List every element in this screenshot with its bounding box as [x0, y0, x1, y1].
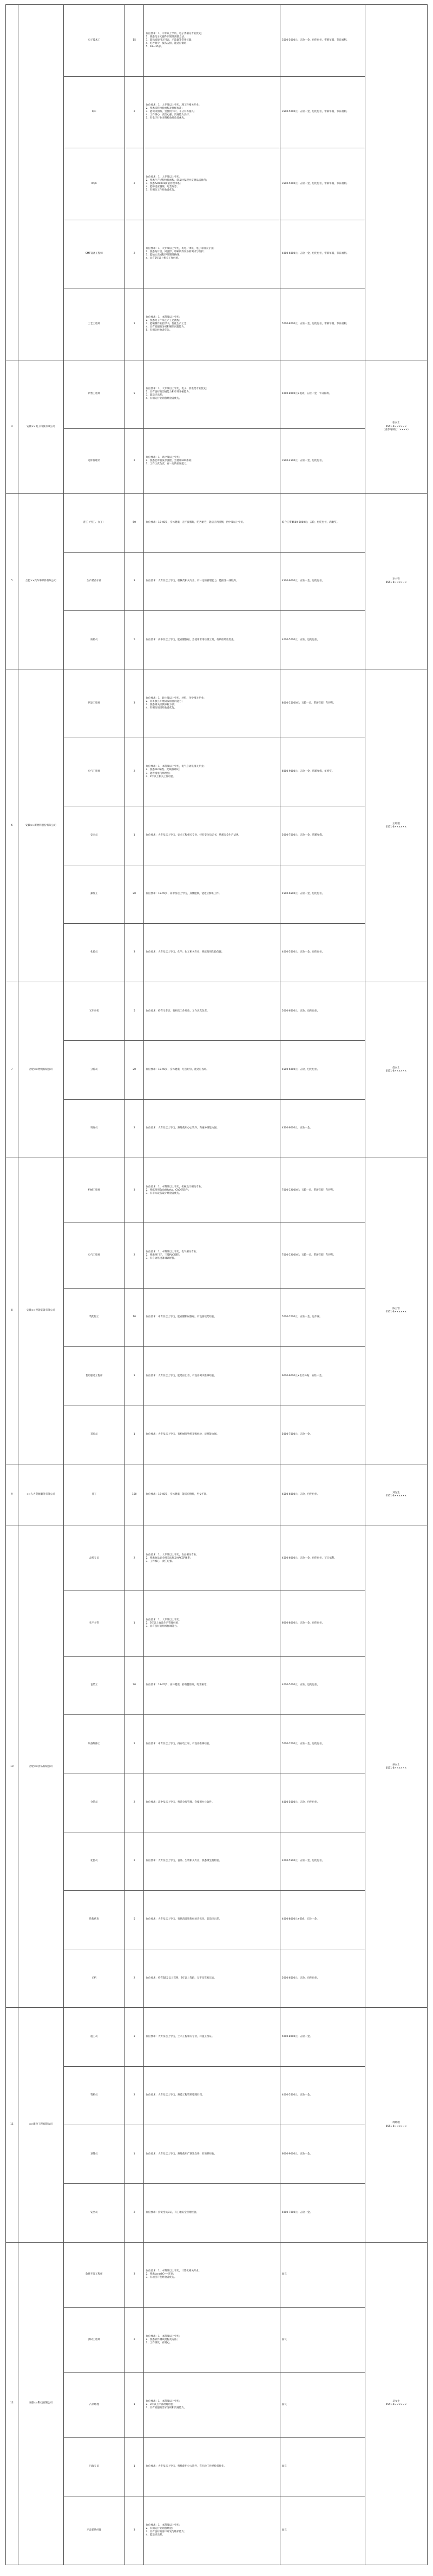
requirement-cell: 岗位要求：大专及以上学历，熟练使用办公软件，有行政工作经验者优先。 — [144, 2437, 280, 2496]
serial-number-cell: 4 — [6, 360, 18, 494]
headcount-cell: 3 — [124, 552, 144, 610]
salary-benefits-cell: 3500-5000元；五险一金，包吃包住，带薪年假，节日福利。 — [280, 5, 365, 77]
position-cell: 生产主管 — [63, 1591, 124, 1656]
requirement-cell: 岗位要求：18-45岁，高中及以上学历，身体健康，能适应倒班工作。 — [144, 865, 280, 923]
position-cell: 软件开发工程师 — [63, 2242, 124, 2307]
table-row — [6, 76, 428, 148]
position-cell: 仓管员 — [63, 1773, 124, 1832]
requirement-cell: 岗位要求：18-45岁，身体健康，无不良嗜好，吃苦耐劳，能适应两班倒，初中及以上学历。 — [144, 494, 280, 552]
headcount-cell: 5 — [124, 982, 144, 1041]
company-name-cell: 安徽××科技有限公司 — [18, 2242, 64, 2565]
company-name-cell — [18, 5, 64, 360]
headcount-cell: 2 — [124, 76, 144, 148]
salary-benefits-cell: 7000-12000元；五险一金，带薪年假，年终奖。 — [280, 1158, 365, 1223]
contact-cell: 张女士 0551-6×××××× （请咨询网址：××××） — [365, 360, 427, 494]
contact-cell: 孙女士 0551-6×××××× — [365, 1526, 427, 2008]
salary-benefits-cell: 6000-9000元；五险一金。 — [280, 2125, 365, 2184]
headcount-cell: 3 — [124, 923, 144, 982]
table-row — [6, 1288, 428, 1346]
requirement-cell: 岗位要求：大专及以上学历，化学、化工相关专业，熟练使用化验仪器。 — [144, 923, 280, 982]
salary-benefits-cell: 5000-7000元；五险一金。 — [280, 2184, 365, 2242]
headcount-cell: 2 — [124, 1223, 144, 1288]
position-cell: 叉车司机 — [63, 982, 124, 1041]
salary-benefits-cell: 面议 — [280, 2307, 365, 2372]
salary-benefits-cell: 4000-6000元；五险一金，包吃包住，带薪年假，节日福利。 — [280, 220, 365, 288]
headcount-cell: 1 — [124, 1591, 144, 1656]
contact-cell: 吴女士 0551-6×××××× — [365, 2242, 427, 2565]
salary-benefits-cell: 5000-8000元；五险一金，包吃包住，带薪年假，节日福利。 — [280, 288, 365, 360]
salary-benefits-cell: 6000-9000元+出差补贴；五险一金。 — [280, 1347, 365, 1405]
table-row — [6, 2496, 428, 2565]
salary-benefits-cell: 3500-5000元；五险一金，包吃包住，带薪年假，节日福利。 — [280, 148, 365, 220]
salary-benefits-cell: 4500-6000元；五险，包吃包住。 — [280, 1464, 365, 1526]
requirement-cell: 岗位要求：大专及以上学历，有机械类物料采购经验，谈判能力强。 — [144, 1405, 280, 1464]
headcount-cell: 10 — [124, 1288, 144, 1346]
headcount-cell: 3 — [124, 2496, 144, 2565]
salary-benefits-cell: 3500-5000元；五险一金，包吃包住，带薪年假，节日福利。 — [280, 76, 365, 148]
table-row — [6, 2437, 428, 2496]
serial-number-cell: 6 — [6, 669, 18, 982]
position-cell: 电子技术工 — [63, 5, 124, 77]
requirement-cell: 岗位要求：1、本科及以上学历，机械设计相关专业； 2、熟练使用SolidWorks、CAD等软件； 3、有非标设备设计经验者优先。 — [144, 1158, 280, 1223]
requirement-cell: 岗位要求：1、本科及以上学历； 2、熟悉软件测试流程及方法； 3、工作细致，有耐心。 — [144, 2307, 280, 2372]
contact-cell: 王经理 0551-6×××××× — [365, 669, 427, 982]
headcount-cell: 2 — [124, 2066, 144, 2125]
salary-benefits-cell: 4000-5000元；五险，包吃包住。 — [280, 611, 365, 669]
salary-benefits-cell: 3500-4500元；五险一金，包吃包住。 — [280, 429, 365, 494]
table-row — [6, 1347, 428, 1405]
salary-benefits-cell: 综合工资4500-6000元；五险，包吃包住，满勤奖。 — [280, 494, 365, 552]
position-cell: 研发工程师 — [63, 669, 124, 738]
headcount-cell: 100 — [124, 1464, 144, 1526]
headcount-cell: 2 — [124, 2184, 144, 2242]
requirement-cell: 岗位要求：1、中专以上学历，电子类相关专业优先； 2、熟悉电子元器件识别及测量方法； 3、能熟练使用万用表、示波器等常用仪器； 4、吃苦耐劳，服从安排，能适应倒班； 5、18—35岁。 — [144, 5, 280, 77]
position-cell: 安全员 — [63, 2184, 124, 2242]
serial-number-cell: 10 — [6, 1526, 18, 2008]
position-cell: 销售工程师 — [63, 360, 124, 428]
table-row — [6, 1464, 428, 1526]
salary-benefits-cell: 4000-5000元；五险，包吃包住。 — [280, 1656, 365, 1714]
table-row — [6, 923, 428, 982]
headcount-cell: 2 — [124, 1099, 144, 1158]
position-cell: 化验员 — [63, 1832, 124, 1890]
headcount-cell: 2 — [124, 1526, 144, 1591]
company-name-cell: ××人力资源服务有限公司 — [18, 1464, 64, 1526]
position-cell: 电气工程师 — [63, 1223, 124, 1288]
requirement-cell: 岗位要求：1、大专及以上学历，食品相关专业； 2、熟悉食品安全相关法规及HACCP体系； 3、工作细心，责任心强。 — [144, 1526, 280, 1591]
requirement-cell: 岗位要求：1、本科及以上学历； 2、3年以上产品经理经验； 3、具有较强的需求分析和沟通能力。 — [144, 2373, 280, 2437]
requirement-cell: 岗位要求：18-45岁，身体健康，能适应倒班，男女不限。 — [144, 1464, 280, 1526]
requirement-cell: 岗位要求：18-45岁，身体健康，吃苦耐劳，能适应夜班。 — [144, 1041, 280, 1099]
requirement-cell: 岗位要求：中专及以上学历，持有电工证，有设备维修经验。 — [144, 1715, 280, 1773]
table-row — [6, 1773, 428, 1832]
salary-benefits-cell: 4000-5000元；五险，包吃包住。 — [280, 1773, 365, 1832]
salary-benefits-cell: 5000-8000元；五险一金。 — [280, 2008, 365, 2066]
contact-cell — [365, 5, 427, 360]
salary-benefits-cell: 4500-6000元；五险，包吃包住。 — [280, 1041, 365, 1099]
position-cell: 司机 — [63, 1949, 124, 2008]
salary-benefits-cell: 5000-7000元；五险一金，包吃包住。 — [280, 1715, 365, 1773]
table-row — [6, 288, 428, 360]
headcount-cell: 2 — [124, 2307, 144, 2372]
company-name-cell: 安徽××电子科技有限公司 — [18, 360, 64, 494]
position-cell: 工艺工程师 — [63, 288, 124, 360]
salary-benefits-cell: 7000-12000元；五险一金，带薪年假，年终奖。 — [280, 1223, 365, 1288]
salary-benefits-cell: 5000-7000元；五险一金，带薪年假。 — [280, 806, 365, 865]
table-row — [6, 429, 428, 494]
table-row — [6, 220, 428, 288]
table-row — [6, 2008, 428, 2066]
table-row — [6, 148, 428, 220]
table-row — [6, 1223, 428, 1288]
serial-number-cell: 12 — [6, 2242, 18, 2565]
headcount-cell: 1 — [124, 806, 144, 865]
table-row — [6, 5, 428, 77]
requirement-cell: 岗位要求：高中及以上学历，能看懂图纸，会使用常用检测工具，有质检经验优先。 — [144, 611, 280, 669]
table-row — [6, 982, 428, 1041]
requirement-cell: 岗位要求：大专及以上学历，有快消品销售经验者优先，能适应出差。 — [144, 1890, 280, 1949]
salary-benefits-cell: 6000-9000元；五险一金，带薪年假，年终奖。 — [280, 738, 365, 806]
position-cell: 操作工 — [63, 865, 124, 923]
position-cell: 销售代表 — [63, 1890, 124, 1949]
requirement-cell: 岗位要求：大专及以上学历，熟练使用办公软件，沟通协调能力强。 — [144, 1099, 280, 1158]
requirement-cell: 岗位要求：1、大专及以上学历； 2、熟悉生产过程检验流程，能及时发现并反馈品质异常； 3、熟悉ISO9001质量管理体系； 4、能够适应倒班，吃苦耐劳； 5、有相关工作经验者优先。 — [144, 148, 280, 220]
table-row — [6, 552, 428, 610]
requirement-cell: 岗位要求：1、大专及以上学历，电子、机电类专业优先； 2、具有良好的沟通能力和市场开拓能力； 3、能适应出差； 4、有相关行业销售经验者优先。 — [144, 360, 280, 428]
table-row — [6, 2184, 428, 2242]
headcount-cell: 1 — [124, 1405, 144, 1464]
contact-cell: 陈主管 0551-6×××××× — [365, 1158, 427, 1464]
headcount-cell: 50 — [124, 494, 144, 552]
table-row — [6, 1526, 428, 1591]
position-cell: 仓库管理员 — [63, 429, 124, 494]
headcount-cell: 20 — [124, 865, 144, 923]
salary-benefits-cell: 5000-6500元；五险，包吃包住。 — [280, 1949, 365, 2008]
position-cell: 电气工程师 — [63, 738, 124, 806]
position-cell: 化验员 — [63, 923, 124, 982]
requirement-cell: 岗位要求：1、大专及以上学历，理工科相关专业； 2、熟悉来料检验流程及抽样标准； 3、能识读图纸，会使用卡尺、千分尺等量具； 4、工作细心，责任心强，沟通能力良好； 5、有电子行业来料检验经验者优先。 — [144, 76, 280, 148]
contact-cell: 周经理 0551-6×××××× — [365, 2008, 427, 2242]
requirement-cell: 岗位要求：大专及以上学历，安全工程相关专业，持有安全员证书，熟悉安全生产法规。 — [144, 806, 280, 865]
requirement-cell: 岗位要求：大专及以上学历，能适应出差，有设备调试维修经验。 — [144, 1347, 280, 1405]
company-name-cell: ××建设工程有限公司 — [18, 2008, 64, 2242]
table-row — [6, 1158, 428, 1223]
salary-benefits-cell: 5000-6500元；五险，包吃包住。 — [280, 982, 365, 1041]
headcount-cell: 5 — [124, 611, 144, 669]
table-row — [6, 865, 428, 923]
salary-benefits-cell: 4000-5500元；五险一金，包吃包住。 — [280, 923, 365, 982]
requirement-cell: 岗位要求：1、高中及以上学历； 2、熟悉仓库收发存流程，会使用ERP系统； 3、工作认真负责，有一定的抗压能力。 — [144, 429, 280, 494]
contact-cell: 赵女士 0551-6×××××× — [365, 982, 427, 1158]
headcount-cell: 3 — [124, 1158, 144, 1223]
headcount-cell: 20 — [124, 1041, 144, 1099]
position-cell: 生产储备干部 — [63, 552, 124, 610]
headcount-cell: 3 — [124, 2242, 144, 2307]
headcount-cell: 2 — [124, 1715, 144, 1773]
salary-benefits-cell: 5000-7000元；五险一金，包午餐。 — [280, 1288, 365, 1346]
salary-benefits-cell: 4500-6000元；五险一金。 — [280, 1099, 365, 1158]
headcount-cell: 1 — [124, 288, 144, 360]
position-cell: 包装工 — [63, 1656, 124, 1714]
serial-number-cell: 8 — [6, 1158, 18, 1464]
table-row — [6, 2242, 428, 2307]
salary-benefits-cell: 4500-6000元；五险一金，包吃包住。 — [280, 552, 365, 610]
table-row — [6, 2125, 428, 2184]
requirement-cell: 岗位要求：1、本科及以上学历； 2、熟悉电子产品生产工艺流程； 3、能编制作业指导书，优化生产工艺； 4、具有较强的分析和解决问题能力； 5、有相关经验者优先。 — [144, 288, 280, 360]
headcount-cell: 3 — [124, 2008, 144, 2066]
headcount-cell: 3 — [124, 669, 144, 738]
position-cell: 分拣员 — [63, 1041, 124, 1099]
position-cell: 质检员 — [63, 611, 124, 669]
position-cell: 预算员 — [63, 2125, 124, 2184]
requirement-cell: 岗位要求：大专及以上学历，土木工程相关专业，持施工员证。 — [144, 2008, 280, 2066]
company-name-cell: 安徽××智能装备有限公司 — [18, 1158, 64, 1464]
requirement-cell: 岗位要求：大专及以上学历，机械类相关专业，有一定的管理能力，能接受一线锻炼。 — [144, 552, 280, 610]
table-row — [6, 738, 428, 806]
salary-benefits-cell: 4500-6500元；五险一金，包吃包住。 — [280, 865, 365, 923]
position-cell: SMT设备工程师 — [63, 220, 124, 288]
headcount-cell: 2 — [124, 148, 144, 220]
position-cell: 调度员 — [63, 1099, 124, 1158]
salary-benefits-cell: 4000-8000元+提成；五险一金，节日福利。 — [280, 360, 365, 428]
position-cell: 行政专员 — [63, 2437, 124, 2496]
requirement-cell: 岗位要求：1、本科及以上学历，电气相关专业； 2、熟悉西门子、三菱PLC编程； 3、有自动化设备调试经验。 — [144, 1223, 280, 1288]
requirement-cell: 岗位要求：持有叉车证，有相关工作经验，工作认真负责。 — [144, 982, 280, 1041]
serial-number-cell: 7 — [6, 982, 18, 1158]
position-cell: 普工（男工、女工） — [63, 494, 124, 552]
table-row — [6, 2307, 428, 2372]
table-row — [6, 1591, 428, 1656]
serial-number-cell: 9 — [6, 1464, 18, 1526]
headcount-cell: 1 — [124, 2373, 144, 2437]
position-cell: IQC — [63, 76, 124, 148]
table-row — [6, 494, 428, 552]
job-listing-body — [6, 5, 428, 2565]
headcount-cell: 2 — [124, 738, 144, 806]
requirement-cell: 岗位要求：1、大专及以上学历； 2、3年以上食品生产管理经验； 3、具有良好的组织协调能力。 — [144, 1591, 280, 1656]
position-cell: 装配钳工 — [63, 1288, 124, 1346]
salary-benefits-cell: 4000-8000元+提成；五险一金。 — [280, 1890, 365, 1949]
headcount-cell: 2 — [124, 220, 144, 288]
headcount-cell: 2 — [124, 1832, 144, 1890]
table-row — [6, 2373, 428, 2437]
salary-benefits-cell: 面议 — [280, 2242, 365, 2307]
table-row — [6, 1656, 428, 1714]
job-listing-table — [5, 4, 428, 2565]
salary-benefits-cell: 面议 — [280, 2496, 365, 2565]
table-row — [6, 360, 428, 428]
company-name-cell: 安徽××新材料股份有限公司 — [18, 669, 64, 982]
position-cell: 售后服务工程师 — [63, 1347, 124, 1405]
requirement-cell: 岗位要求：大专及以上学历，熟练使用广联达软件，有预算经验。 — [144, 2125, 280, 2184]
table-row — [6, 1715, 428, 1773]
table-row — [6, 1405, 428, 1464]
position-cell: 安全员 — [63, 806, 124, 865]
position-cell: IPQC — [63, 148, 124, 220]
headcount-cell: 5 — [124, 1890, 144, 1949]
position-cell: 产品销售经理 — [63, 2496, 124, 2565]
salary-benefits-cell: 4000-5500元；五险一金。 — [280, 2066, 365, 2125]
headcount-cell: 2 — [124, 429, 144, 494]
serial-number-cell: 11 — [6, 2008, 18, 2242]
requirement-cell: 岗位要求：持有B2及以上驾照，3年以上驾龄，无不良驾驶记录。 — [144, 1949, 280, 2008]
table-row — [6, 1890, 428, 1949]
requirement-cell: 岗位要求：18-45岁，身体健康，持有健康证，吃苦耐劳。 — [144, 1656, 280, 1714]
headcount-cell: 1 — [124, 2125, 144, 2184]
salary-benefits-cell: 面议 — [280, 2437, 365, 2496]
headcount-cell: 2 — [124, 1773, 144, 1832]
requirement-cell: 岗位要求：大专及以上学历，食品、生物相关专业，熟悉微生物检验。 — [144, 1832, 280, 1890]
position-cell: 产品经理 — [63, 2373, 124, 2437]
requirement-cell: 岗位要求：1、硕士及以上学历，材料、化学相关专业； 2、具备独立开展研发项目的能力； 3、熟悉相关检测分析方法； 4、有相关项目经验者优先。 — [144, 669, 280, 738]
company-name-cell: 合肥××物流有限公司 — [18, 982, 64, 1158]
salary-benefits-cell: 4000-5500元；五险一金，包吃包住。 — [280, 1832, 365, 1890]
headcount-cell: 2 — [124, 1949, 144, 2008]
table-row — [6, 2066, 428, 2125]
requirement-cell: 岗位要求：1、本科及以上学历，电气自动化相关专业； 2、熟悉PLC编程、变频器调试； 3、能看懂电气原理图； 4、2年以上相关工作经验。 — [144, 738, 280, 806]
requirement-cell: 岗位要求：中专及以上学历，能看懂机械图纸，有设备装配经验。 — [144, 1288, 280, 1346]
requirement-cell: 岗位要求：1、本科及以上学历； 2、有相关行业销售经验； 3、具有良好的客户开发与维护能力； 4、能适应出差。 — [144, 2496, 280, 2565]
position-cell: 品控专员 — [63, 1526, 124, 1591]
table-row — [6, 1832, 428, 1890]
table-row — [6, 669, 428, 738]
contact-cell: 刘先生 0551-6×××××× — [365, 1464, 427, 1526]
requirement-cell: 岗位要求：高中及以上学历，熟悉仓库管理，会使用办公软件。 — [144, 1773, 280, 1832]
salary-benefits-cell: 面议 — [280, 2373, 365, 2437]
position-cell: 普工 — [63, 1464, 124, 1526]
table-row — [6, 1099, 428, 1158]
requirement-cell: 岗位要求：大专及以上学历，熟悉工程资料整理归档。 — [144, 2066, 280, 2125]
headcount-cell: 15 — [124, 5, 144, 77]
company-name-cell: 合肥××食品有限公司 — [18, 1526, 64, 2008]
headcount-cell: 20 — [124, 1656, 144, 1714]
headcount-cell: 3 — [124, 1347, 144, 1405]
position-cell: 采购员 — [63, 1405, 124, 1464]
table-row — [6, 806, 428, 865]
salary-benefits-cell: 5000-7000元；五险一金。 — [280, 1405, 365, 1464]
headcount-cell: 5 — [124, 360, 144, 428]
company-name-cell: 合肥××汽车零部件有限公司 — [18, 494, 64, 669]
position-cell: 测试工程师 — [63, 2307, 124, 2372]
contact-cell: 李主管 0551-6×××××× — [365, 494, 427, 669]
requirement-cell: 岗位要求：持安全员C证，有工地安全管理经验。 — [144, 2184, 280, 2242]
serial-number-cell — [6, 5, 18, 360]
position-cell: 设备维修工 — [63, 1715, 124, 1773]
position-cell: 机械工程师 — [63, 1158, 124, 1223]
table-row — [6, 1041, 428, 1099]
position-cell: 施工员 — [63, 2008, 124, 2066]
table-row — [6, 1949, 428, 2008]
salary-benefits-cell: 8000-15000元；五险一金，带薪年假，年终奖。 — [280, 669, 365, 738]
requirement-cell: 岗位要求：1、本科及以上学历，计算机相关专业； 2、熟悉Java或C++开发； 3、有项目开发经验者优先。 — [144, 2242, 280, 2307]
salary-benefits-cell: 4500-6000元；五险一金，包吃包住，节日福利。 — [280, 1526, 365, 1591]
position-cell: 资料员 — [63, 2066, 124, 2125]
requirement-cell: 岗位要求：1、大专及以上学历，机电一体化、电子等相关专业； 2、熟悉贴片机、回流焊、印刷机等设备的调试与维护； 3、能独立完成程序编制及换线； 4、具有2年以上相关工作经验。 — [144, 220, 280, 288]
salary-benefits-cell: 6000-8000元；五险一金，包吃包住。 — [280, 1591, 365, 1656]
headcount-cell: 1 — [124, 2437, 144, 2496]
serial-number-cell: 5 — [6, 494, 18, 669]
table-row — [6, 611, 428, 669]
